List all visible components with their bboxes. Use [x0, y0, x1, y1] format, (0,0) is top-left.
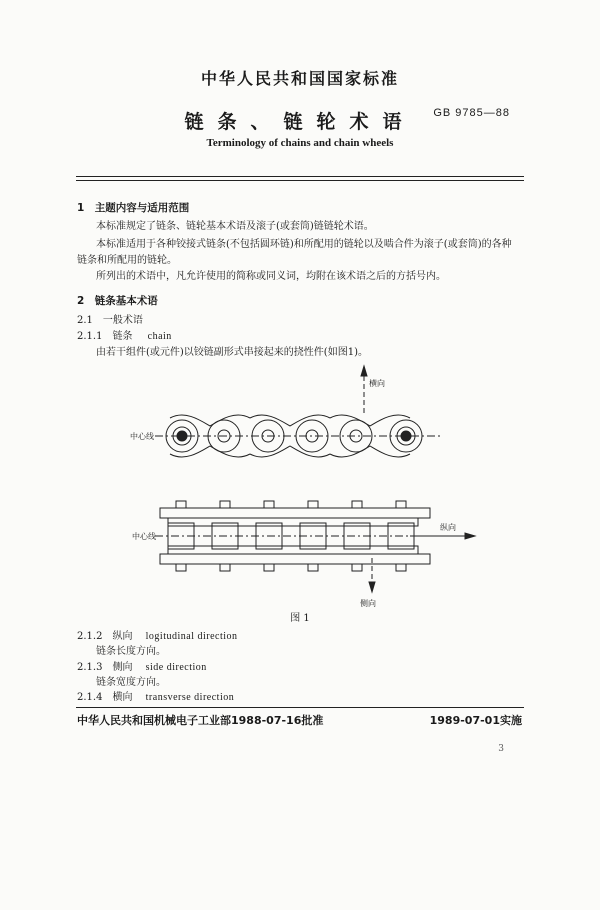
pin-head-top-3	[264, 501, 274, 508]
label-transverse: 横向	[369, 379, 385, 388]
transverse-arrow-icon	[361, 366, 367, 376]
label-longitudinal: 纵向	[440, 523, 456, 532]
footer-rule	[76, 707, 524, 708]
section-1-para-2-cont: 链条和所配用的链轮。	[77, 255, 177, 266]
side-arrow-icon	[369, 582, 375, 592]
inner-plate-bottom	[168, 546, 418, 554]
clause-2-1-4-term: 2.1.4 横向	[77, 692, 133, 703]
page-title: 链条、链轮术语	[184, 111, 416, 133]
label-center-line-bottom: 中心线	[132, 532, 156, 541]
longitudinal-arrow-icon	[465, 533, 475, 539]
standard-name: 中华人民共和国国家标准	[200, 69, 399, 88]
pin-head-bottom-5	[352, 564, 362, 571]
label-center-line-top: 中心线	[130, 432, 154, 441]
section-1-para-3: 所列出的术语中，凡允许使用的简称或同义词，均附在该术语之后的方括号内。	[96, 271, 446, 282]
pin-head-top-2	[220, 501, 230, 508]
outer-plate-bottom	[160, 554, 430, 564]
pin-head-bottom-6	[396, 564, 406, 571]
clause-2-1-4	[77, 689, 234, 707]
section-1-para-1: 本标准规定了链条、链轮基本术语及滚子(或套筒)链链轮术语。	[96, 221, 374, 232]
pin-center-6	[401, 431, 411, 441]
clause-2-1-2-term: 2.1.2 纵向	[77, 631, 133, 642]
pin-head-top-5	[352, 501, 362, 508]
top-rule	[76, 176, 524, 177]
approval-line: 中华人民共和国机械电子工业部1988-07-16批准	[77, 714, 324, 727]
clause-2-1: 2.1 一般术语	[77, 315, 143, 326]
pin-head-bottom-4	[308, 564, 318, 571]
clause-2-1-1-term: 2.1.1 链条	[77, 331, 133, 342]
section-2-heading: 2 链条基本术语	[77, 295, 158, 307]
pin-head-bottom-2	[220, 564, 230, 571]
clause-2-1-3-en: side direction	[145, 662, 207, 673]
clause-2-1-3-term: 2.1.3 侧向	[77, 662, 133, 673]
section-1-para-2: 本标准适用于各种铰接式链条(不包括圆环链)和所配用的链轮以及啮合件为滚子(或套筒)的各种	[96, 239, 512, 250]
page-number: 3	[498, 744, 504, 754]
figure-1-chain-drawing	[110, 358, 490, 630]
pin-head-top-6	[396, 501, 406, 508]
top-rule-inner	[76, 180, 524, 181]
standard-code: GB 9785—88	[433, 107, 510, 119]
effective-date: 1989-07-01实施	[429, 714, 522, 727]
inner-plate-top	[168, 518, 418, 526]
clause-2-1-2-definition: 链条长度方向。	[96, 646, 166, 657]
pin-head-top-1	[176, 501, 186, 508]
figure-1-caption: 图 1	[290, 613, 310, 624]
clause-2-1-2-en: logitudinal direction	[145, 631, 238, 642]
clause-2-1-1-definition: 由若干组件(或元件)以铰链副形式串接起来的挠性件(如图1)。	[96, 347, 368, 358]
label-side: 侧向	[360, 599, 376, 608]
clause-2-1-1-en: chain	[147, 331, 172, 342]
pin-head-bottom-3	[264, 564, 274, 571]
english-title: Terminology of chains and chain wheels	[206, 137, 394, 149]
outer-plate-top	[160, 508, 430, 518]
clause-2-1-3-definition: 链条宽度方向。	[96, 677, 166, 688]
pin-center-1	[177, 431, 187, 441]
clause-2-1-4-en: transverse direction	[145, 692, 235, 703]
section-1-heading: 1 主题内容与适用范围	[77, 202, 190, 214]
pin-head-top-4	[308, 501, 318, 508]
pin-head-bottom-1	[176, 564, 186, 571]
